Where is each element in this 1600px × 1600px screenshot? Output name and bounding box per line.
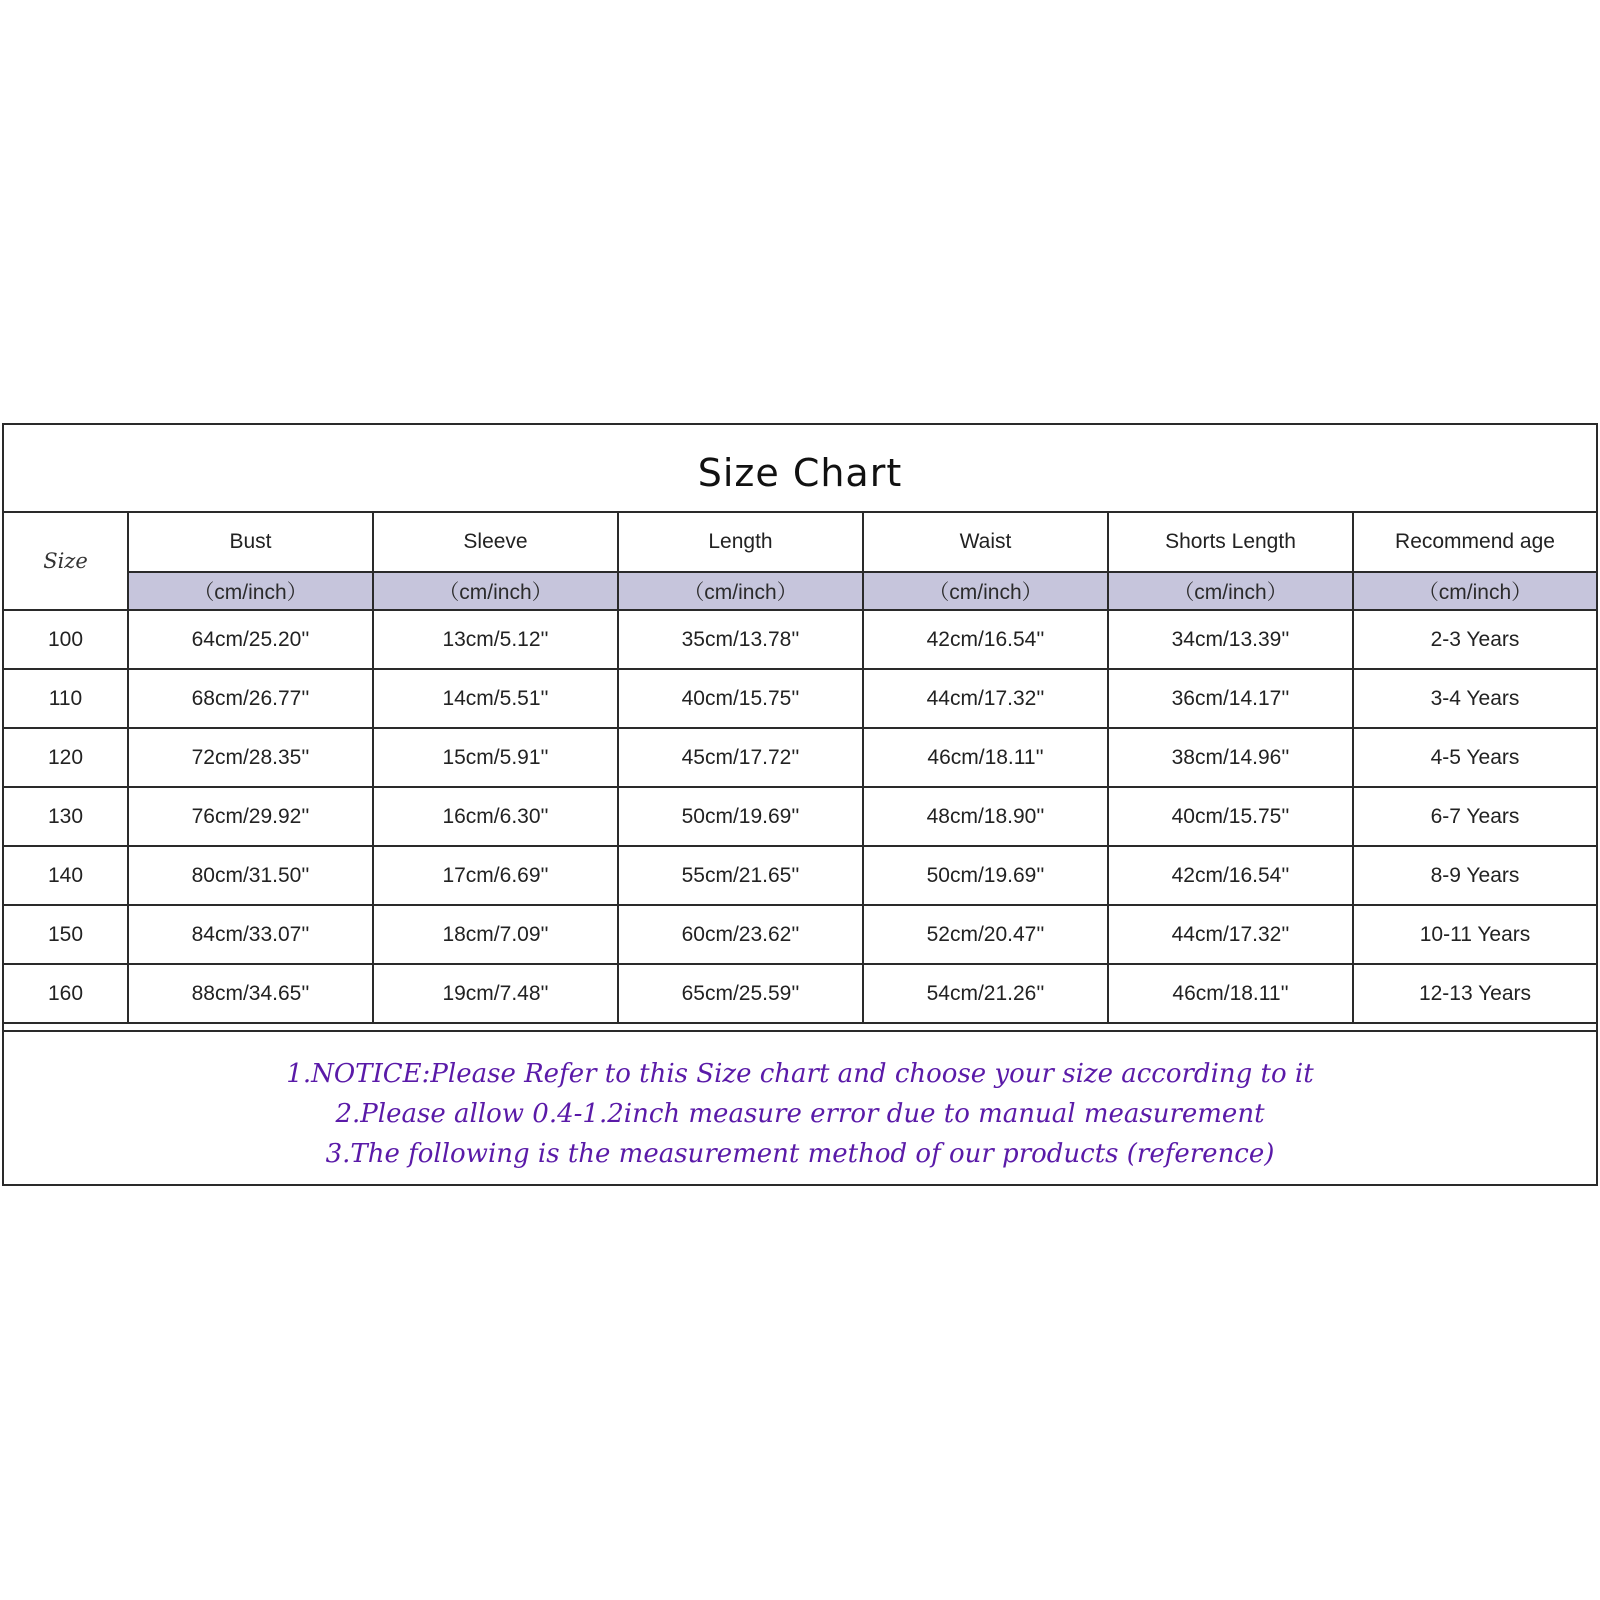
unit-label-waist: （cm/inch） — [863, 572, 1108, 610]
unit-row — [4, 572, 1596, 610]
table-cell: 80cm/31.50'' — [128, 846, 373, 905]
size-cell: 100 — [4, 610, 128, 669]
unit-label-sleeve: （cm/inch） — [373, 572, 618, 610]
table-cell: 45cm/17.72'' — [618, 728, 863, 787]
notes-section — [4, 1030, 1596, 1184]
size-cell: 110 — [4, 669, 128, 728]
table-cell: 10-11 Years — [1353, 905, 1596, 964]
table-row — [4, 846, 1596, 905]
table-row — [4, 669, 1596, 728]
column-header-bust: Bust — [128, 513, 373, 572]
table-cell: 54cm/21.26'' — [863, 964, 1108, 1023]
notice-line-1: 1.NOTICE:Please Refer to this Size chart and choose your size according to it — [286, 1059, 1314, 1089]
notice-line-2: 2.Please allow 0.4-1.2inch measure error due to manual measurement — [335, 1099, 1265, 1129]
table-cell: 34cm/13.39'' — [1108, 610, 1353, 669]
table-cell: 35cm/13.78'' — [618, 610, 863, 669]
size-column-header: Size — [4, 513, 128, 610]
size-chart — [2, 423, 1598, 1186]
table-cell: 13cm/5.12'' — [373, 610, 618, 669]
table-cell: 50cm/19.69'' — [863, 846, 1108, 905]
table-cell: 8-9 Years — [1353, 846, 1596, 905]
unit-label-recommend-age: （cm/inch） — [1353, 572, 1596, 610]
column-header-shorts-length: Shorts Length — [1108, 513, 1353, 572]
table-cell: 60cm/23.62'' — [618, 905, 863, 964]
table-cell: 84cm/33.07'' — [128, 905, 373, 964]
table-cell: 38cm/14.96'' — [1108, 728, 1353, 787]
table-cell: 42cm/16.54'' — [1108, 846, 1353, 905]
column-header-recommend-age: Recommend age — [1353, 513, 1596, 572]
column-header-waist: Waist — [863, 513, 1108, 572]
table-cell: 46cm/18.11'' — [863, 728, 1108, 787]
table-cell: 2-3 Years — [1353, 610, 1596, 669]
unit-label-bust: （cm/inch） — [128, 572, 373, 610]
table-row — [4, 787, 1596, 846]
table-cell: 46cm/18.11'' — [1108, 964, 1353, 1023]
table-row — [4, 728, 1596, 787]
size-cell: 150 — [4, 905, 128, 964]
table-cell: 12-13 Years — [1353, 964, 1596, 1023]
size-cell: 160 — [4, 964, 128, 1023]
size-table — [4, 513, 1596, 1024]
table-cell: 44cm/17.32'' — [1108, 905, 1353, 964]
table-cell: 55cm/21.65'' — [618, 846, 863, 905]
size-cell: 140 — [4, 846, 128, 905]
table-cell: 3-4 Years — [1353, 669, 1596, 728]
table-row — [4, 964, 1596, 1023]
unit-label-length: （cm/inch） — [618, 572, 863, 610]
size-cell: 130 — [4, 787, 128, 846]
table-cell: 6-7 Years — [1353, 787, 1596, 846]
column-header-row — [4, 513, 1596, 572]
table-cell: 40cm/15.75'' — [618, 669, 863, 728]
table-cell: 14cm/5.51'' — [373, 669, 618, 728]
table-cell: 64cm/25.20'' — [128, 610, 373, 669]
table-cell: 40cm/15.75'' — [1108, 787, 1353, 846]
table-row — [4, 610, 1596, 669]
table-cell: 88cm/34.65'' — [128, 964, 373, 1023]
column-header-sleeve: Sleeve — [373, 513, 618, 572]
size-cell: 120 — [4, 728, 128, 787]
table-row — [4, 905, 1596, 964]
column-header-length: Length — [618, 513, 863, 572]
table-cell: 72cm/28.35'' — [128, 728, 373, 787]
table-cell: 4-5 Years — [1353, 728, 1596, 787]
table-cell: 18cm/7.09'' — [373, 905, 618, 964]
table-cell: 65cm/25.59'' — [618, 964, 863, 1023]
table-cell: 15cm/5.91'' — [373, 728, 618, 787]
table-cell: 68cm/26.77'' — [128, 669, 373, 728]
table-cell: 16cm/6.30'' — [373, 787, 618, 846]
table-cell: 17cm/6.69'' — [373, 846, 618, 905]
table-cell: 52cm/20.47'' — [863, 905, 1108, 964]
table-cell: 50cm/19.69'' — [618, 787, 863, 846]
table-cell: 42cm/16.54'' — [863, 610, 1108, 669]
table-cell: 76cm/29.92'' — [128, 787, 373, 846]
unit-label-shorts-length: （cm/inch） — [1108, 572, 1353, 610]
table-cell: 36cm/14.17'' — [1108, 669, 1353, 728]
notice-line-3: 3.The following is the measurement method of our products (reference) — [325, 1139, 1275, 1169]
table-cell: 19cm/7.48'' — [373, 964, 618, 1023]
table-cell: 48cm/18.90'' — [863, 787, 1108, 846]
table-cell: 44cm/17.32'' — [863, 669, 1108, 728]
chart-title: Size Chart — [4, 425, 1596, 513]
